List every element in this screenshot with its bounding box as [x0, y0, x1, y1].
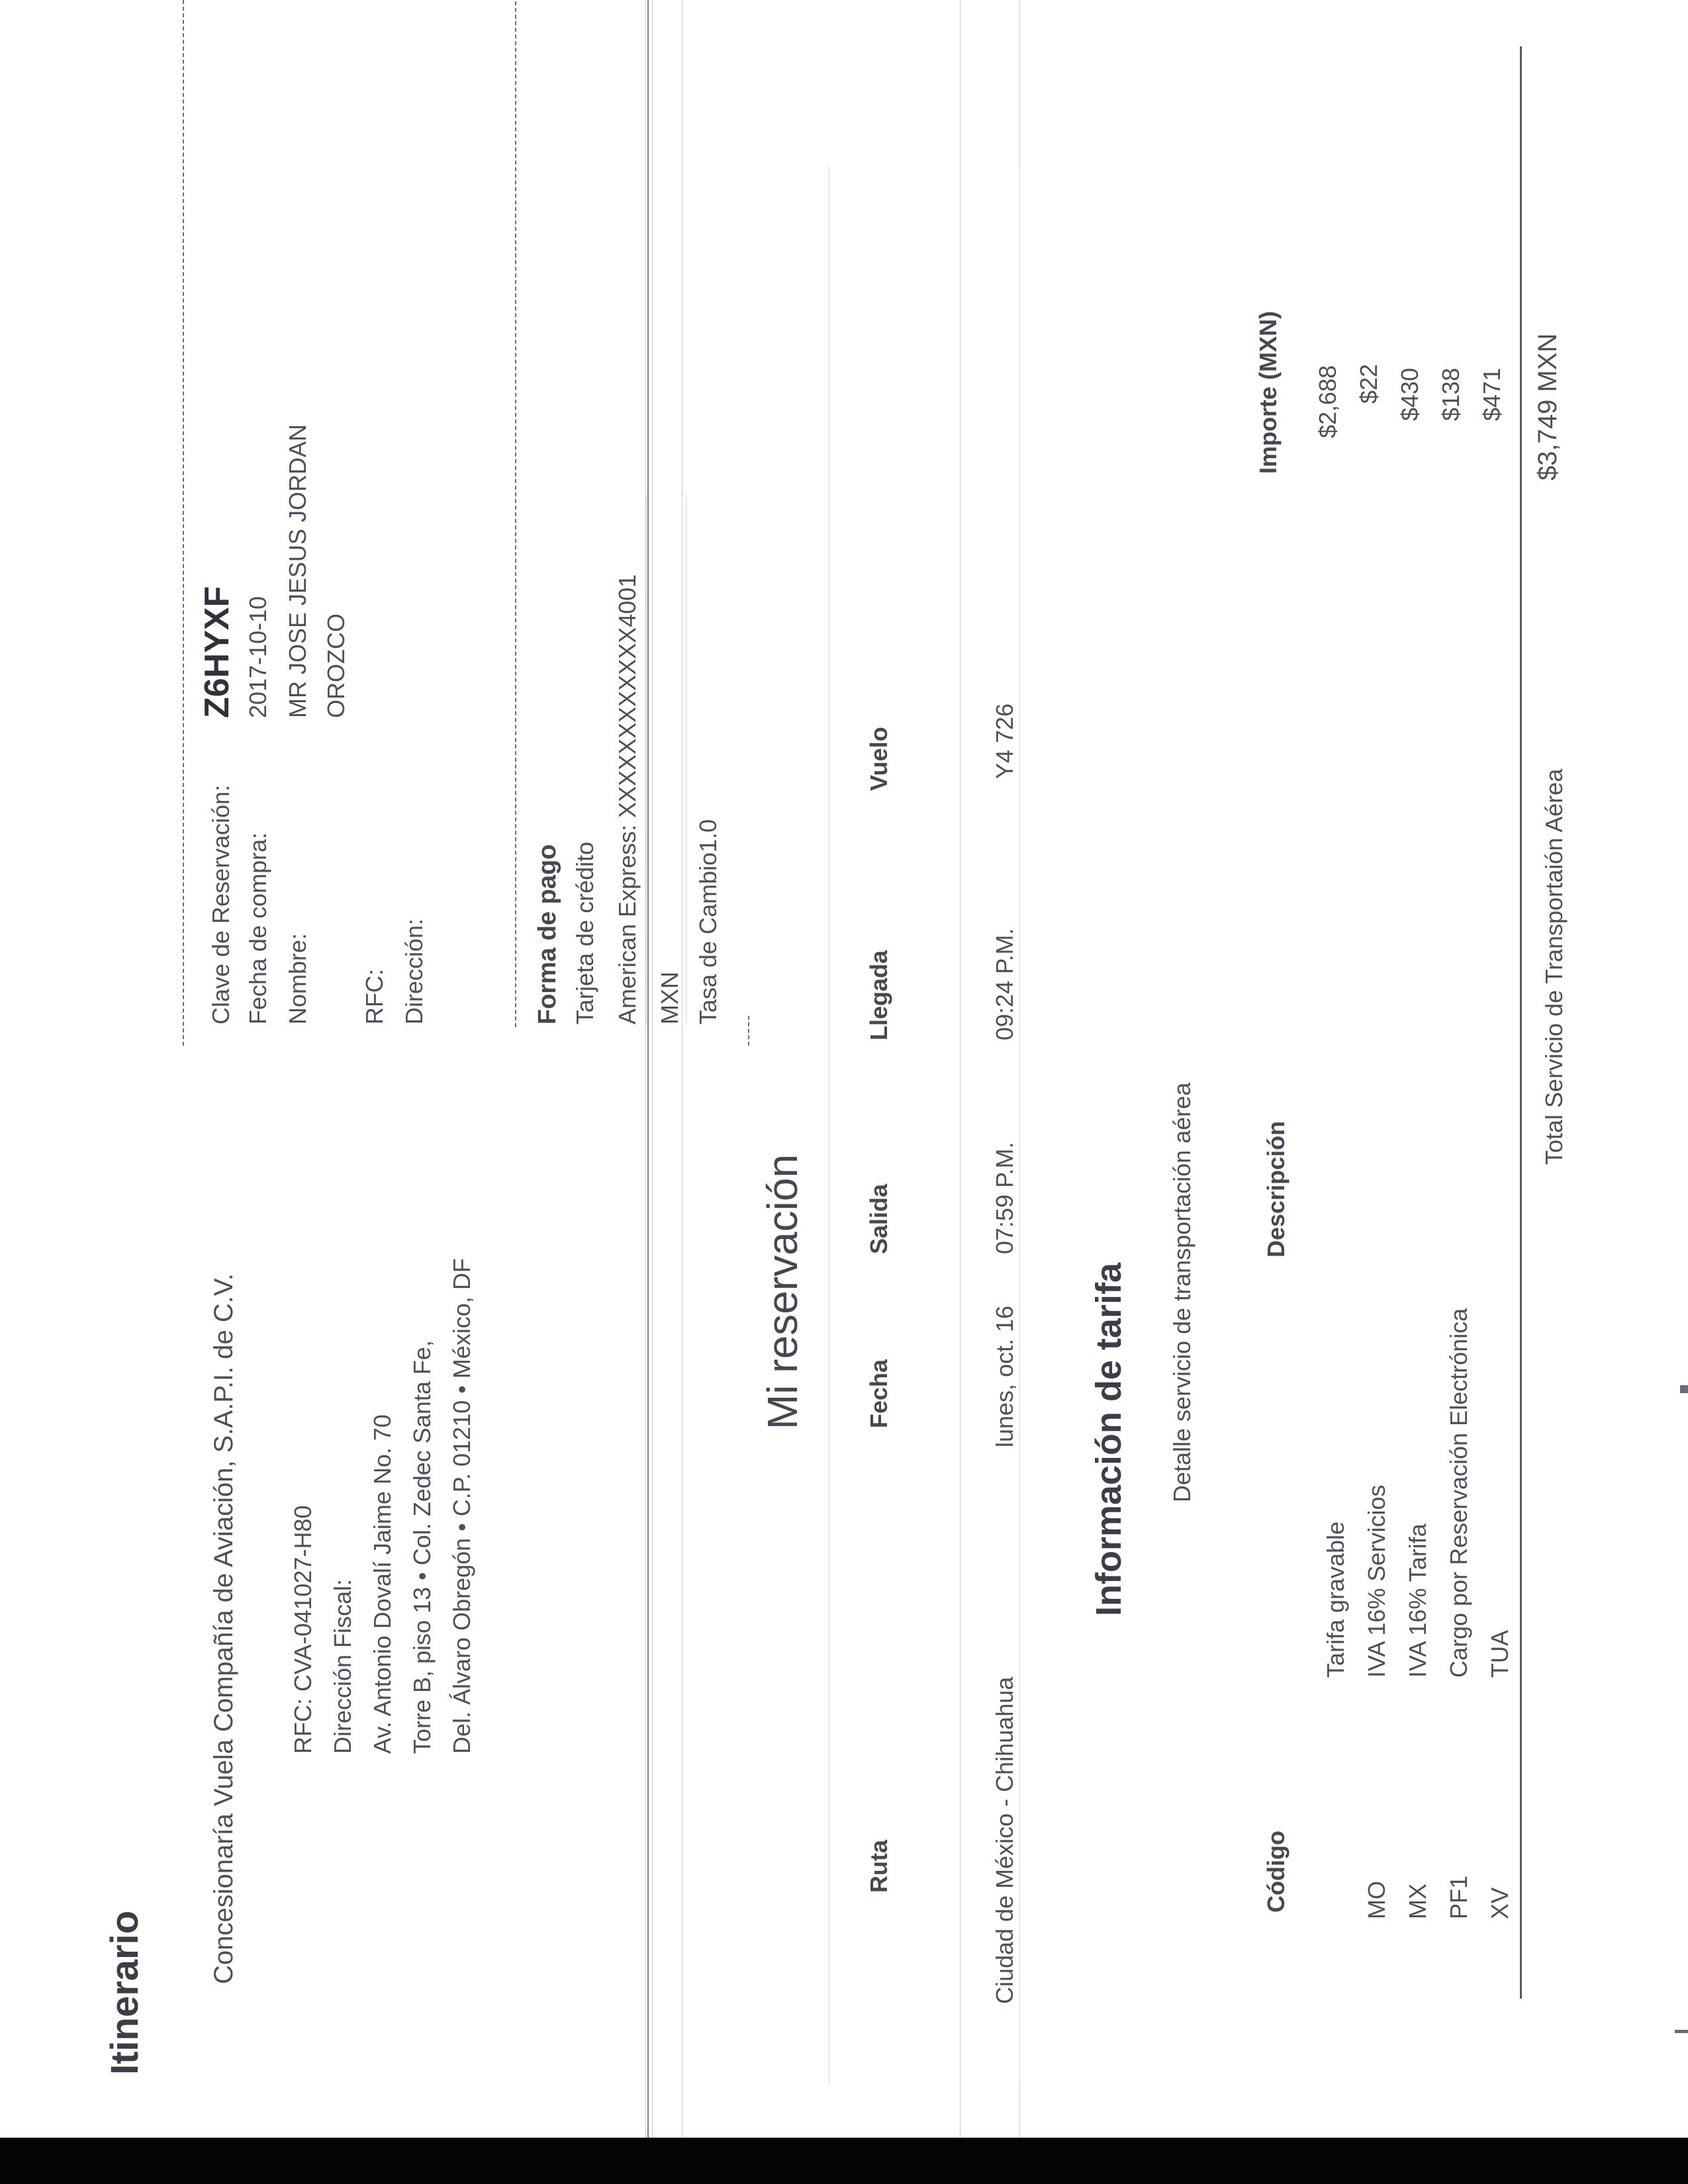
- column-header-date: Fecha: [865, 1359, 892, 1428]
- reservation-date: lunes, oct. 16: [991, 1305, 1018, 1447]
- payment-divider-top: [515, 0, 516, 1027]
- address-label: Dirección:: [400, 918, 428, 1024]
- fare-total-rule: [1520, 46, 1522, 1999]
- fare-subtitle: Detalle servicio de transportación aérea: [1168, 1082, 1196, 1502]
- fare-row-amount: $138: [1437, 367, 1464, 421]
- fiscal-address-label: Dirección Fiscal:: [329, 1578, 356, 1754]
- fare-total-label: Total Servicio de Transportaión Aérea: [1540, 768, 1568, 1165]
- fare-row-description: Cargo por Reservación Electrónica: [1445, 1308, 1472, 1678]
- column-header-arrival: Llegada: [865, 950, 892, 1040]
- payment-method: Tarjeta de crédito: [571, 841, 598, 1024]
- fare-row-code: MO: [1363, 1881, 1390, 1919]
- column-header-code: Código: [1262, 1831, 1289, 1913]
- fare-row-code: MX: [1404, 1884, 1431, 1919]
- reservation-route: Ciudad de México - Chihuahua: [991, 1676, 1018, 2004]
- payment-divider-bottom: [748, 1016, 749, 1046]
- column-header-description: Descripción: [1262, 1120, 1289, 1257]
- reservation-title: Mi reservación: [759, 1154, 806, 1430]
- column-header-amount: Importe (MXN): [1254, 311, 1282, 474]
- payment-title: Forma de pago: [534, 844, 561, 1024]
- payment-separator: [646, 495, 647, 1024]
- fare-row-amount: $2,688: [1314, 365, 1341, 438]
- reservation-departure: 07:59 P.M.: [991, 1142, 1018, 1254]
- column-header-route: Ruta: [865, 1840, 892, 1893]
- fare-row-amount: $22: [1355, 363, 1382, 404]
- rfc-label: RFC:: [361, 969, 388, 1024]
- column-header-flight: Vuelo: [865, 727, 892, 791]
- reservation-code-label: Clave de Reservación:: [207, 784, 234, 1024]
- purchase-date: 2017-10-10: [244, 596, 271, 718]
- booking-divider: [183, 0, 184, 1046]
- fare-title: Información de tarifa: [1089, 1262, 1129, 1616]
- fare-row-code: PF1: [1445, 1875, 1472, 1919]
- exchange-rate: Tasa de Cambio1.0: [694, 819, 722, 1024]
- passenger-name-line-2: OROZCO: [322, 614, 350, 718]
- fare-total-amount: $3,749 MXN: [1533, 333, 1562, 480]
- fare-row-amount: $471: [1478, 367, 1505, 421]
- fare-row-amount: $430: [1396, 367, 1423, 421]
- reservation-flight: Y4 726: [991, 703, 1018, 779]
- fiscal-address-line-2: Torre B, piso 13 • Col. Zedec Santa Fe,: [408, 1340, 436, 1754]
- fiscal-address-line-1: Av. Antonio Dovalí Jaime No. 70: [369, 1414, 396, 1754]
- passenger-name-line-1: MR JOSE JESUS JORDAN: [284, 424, 311, 718]
- fare-row-description: IVA 16% Tarifa: [1404, 1524, 1431, 1678]
- document-title: Itinerario: [103, 1910, 146, 2075]
- fare-row-description: TUA: [1486, 1630, 1513, 1678]
- fare-row-description: IVA 16% Servicios: [1363, 1484, 1390, 1678]
- purchase-date-label: Fecha de compra:: [244, 832, 271, 1024]
- fiscal-address-line-3: Del. Álvaro Obregón • C.P. 01210 • México, DF: [448, 1258, 475, 1754]
- reservation-arrival: 09:24 P.M.: [991, 928, 1018, 1040]
- payment-currency: MXN: [656, 972, 683, 1024]
- fare-row-description: Tarifa gravable: [1322, 1521, 1349, 1678]
- payment-card: American Express: XXXXXXXXXXXX4001: [614, 574, 641, 1024]
- name-label: Nombre:: [284, 933, 311, 1024]
- column-header-departure: Salida: [865, 1183, 892, 1254]
- company-name: Concesionaría Vuela Compañía de Aviación, S.A.P.I. de C.V.: [209, 1273, 238, 1984]
- reservation-code: Z6HYXF: [198, 586, 236, 718]
- company-rfc: RFC: CVA-041027-H80: [289, 1505, 316, 1754]
- fare-row-code: XV: [1486, 1887, 1513, 1919]
- reservation-table-frame: [1019, 165, 1020, 2085]
